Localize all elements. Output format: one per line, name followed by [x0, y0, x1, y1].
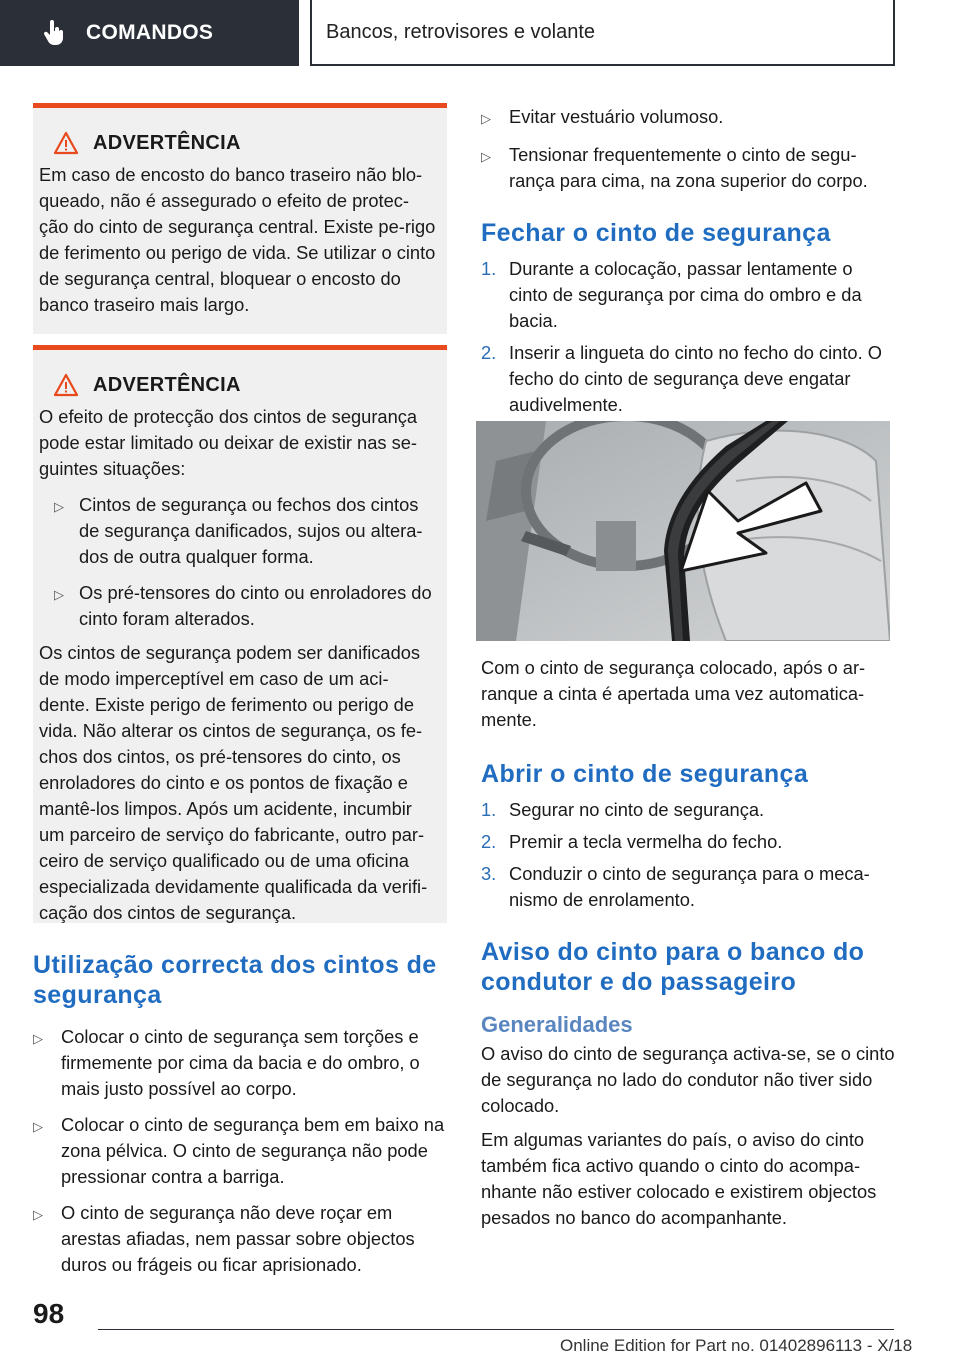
section-heading: Aviso do cinto para o banco do condutor e do passageiro	[481, 938, 865, 996]
warning-box-1	[33, 103, 447, 334]
step-number: 2.	[481, 831, 497, 852]
chapter-header	[310, 0, 895, 66]
step-text: Inserir a lingueta do cinto no fecho do cinto. O fecho do cinto de segurança deve engatar audivelmente.	[509, 342, 882, 415]
list-item-text: Tensionar frequentemente o cinto de segu-rança para cima, na zona superior do corpo.	[509, 144, 868, 191]
step-item	[481, 829, 895, 855]
photo-caption: Com o cinto de segurança colocado, após o ar-ranque a cinta é apertada uma vez automatica-mente.	[481, 657, 866, 730]
step-item	[481, 340, 895, 418]
list-item-text: Evitar vestuário volumoso.	[509, 106, 724, 127]
step-number: 1.	[481, 799, 497, 820]
section-tab	[0, 0, 299, 66]
bullet-icon: ▷	[481, 149, 491, 164]
subsection-heading: Generalidades	[481, 1012, 633, 1037]
step-number: 3.	[481, 863, 497, 884]
section-label: COMANDOS	[86, 21, 214, 44]
step-number: 1.	[481, 258, 497, 279]
list-item	[33, 1112, 447, 1190]
section-heading: Utilização correcta dos cintos de segurança	[33, 951, 437, 1009]
bullet-icon: ▷	[54, 499, 64, 514]
paragraph: Em algumas variantes do país, o aviso do cinto também fica activo quando o cinto do acompa-nhante não estiver colocado e existirem objectos pesados no banco do acompanhante.	[481, 1129, 877, 1228]
list-item	[33, 1200, 447, 1278]
warning-box-2	[33, 345, 447, 923]
step-text: Premir a tecla vermelha do fecho.	[509, 831, 783, 852]
list-item-text: Cintos de segurança ou fechos dos cintos de segurança danificados, sujos ou altera-dos de outra qualquer forma.	[79, 494, 423, 567]
warning-intro: O efeito de protecção dos cintos de segurança pode estar limitado ou deixar de existir nas se-guintes situações:	[39, 406, 418, 479]
right-column	[481, 104, 895, 418]
warning-triangle-icon	[49, 130, 83, 156]
warning-title: ADVERTÊNCIA	[93, 131, 241, 154]
section-heading: Fechar o cinto de segurança	[481, 219, 831, 247]
list-item	[33, 1024, 447, 1102]
warning-triangle-icon	[49, 372, 83, 398]
warning-text: Em caso de encosto do banco traseiro não blo-queado, não é assegurado o efeito de protec-ção do cinto de segurança central. Existe pe-rigo de ferimento ou perigo de vida. Se utilizar o cinto de segurança central, bloquear o encosto do banco traseiro mais largo.	[39, 164, 436, 315]
chapter-title: Bancos, retrovisores e volante	[326, 20, 596, 43]
step-text: Durante a colocação, passar lentamente o cinto de segurança por cima do ombro e da bacia.	[509, 258, 862, 331]
footer-divider	[98, 1329, 894, 1330]
list-item-text: Colocar o cinto de segurança sem torções e firmemente por cima da bacia e do ombro, o mais justo possível ao corpo.	[61, 1026, 420, 1099]
usage-section	[33, 950, 447, 1278]
step-number: 2.	[481, 342, 497, 363]
list-item-text: O cinto de segurança não deve roçar em arestas afiadas, nem passar sobre objectos duros ou frágeis ou ficar aprisionado.	[61, 1202, 415, 1275]
step-item	[481, 797, 895, 823]
hand-pointer-icon	[40, 19, 68, 47]
bullet-icon: ▷	[33, 1207, 43, 1222]
step-item	[481, 256, 895, 334]
list-item	[481, 104, 895, 132]
bullet-icon: ▷	[33, 1031, 43, 1046]
page-number: 98	[33, 1298, 65, 1329]
bullet-icon: ▷	[33, 1119, 43, 1134]
right-column-lower	[481, 655, 895, 1231]
list-item	[481, 142, 895, 194]
warning-text: Os cintos de segurança podem ser danificados de modo imperceptível em caso de um aci-dente. Existe perigo de ferimento ou perigo de vida. Não alterar os cintos de segurança, os fe-chos dos cintos, os pré-tensores do cinto, os enroladores do cinto e os pontos de fixação e mantê-los limpos. Após um acidente, incumbir um parceiro de serviço do fabricante, outro par-ceiro de serviço qualificado ou de uma oficina especializada devidamente qualificada da verifi-cação dos cintos de segurança.	[39, 642, 428, 923]
list-item	[39, 492, 439, 570]
footer-edition	[560, 1336, 912, 1356]
bullet-icon: ▷	[481, 111, 491, 126]
warning-title: ADVERTÊNCIA	[93, 373, 241, 396]
section-heading: Abrir o cinto de segurança	[481, 760, 809, 788]
list-item	[39, 580, 439, 632]
footer-edition-text: Online Edition for Part no. 01402896113 - X/18	[560, 1336, 913, 1355]
step-item	[481, 861, 895, 913]
seatbelt-photo	[476, 421, 890, 641]
list-item-text: Colocar o cinto de segurança bem em baixo na zona pélvica. O cinto de segurança não pode pressionar contra a barriga.	[61, 1114, 445, 1187]
paragraph: O aviso do cinto de segurança activa-se, se o cinto de segurança no lado do condutor não tiver sido colocado.	[481, 1043, 895, 1116]
step-text: Segurar no cinto de segurança.	[509, 799, 765, 820]
bullet-icon: ▷	[54, 587, 64, 602]
list-item-text: Os pré-tensores do cinto ou enroladores do cinto foram alterados.	[79, 582, 432, 629]
step-text: Conduzir o cinto de segurança para o meca-nismo de enrolamento.	[509, 863, 870, 910]
